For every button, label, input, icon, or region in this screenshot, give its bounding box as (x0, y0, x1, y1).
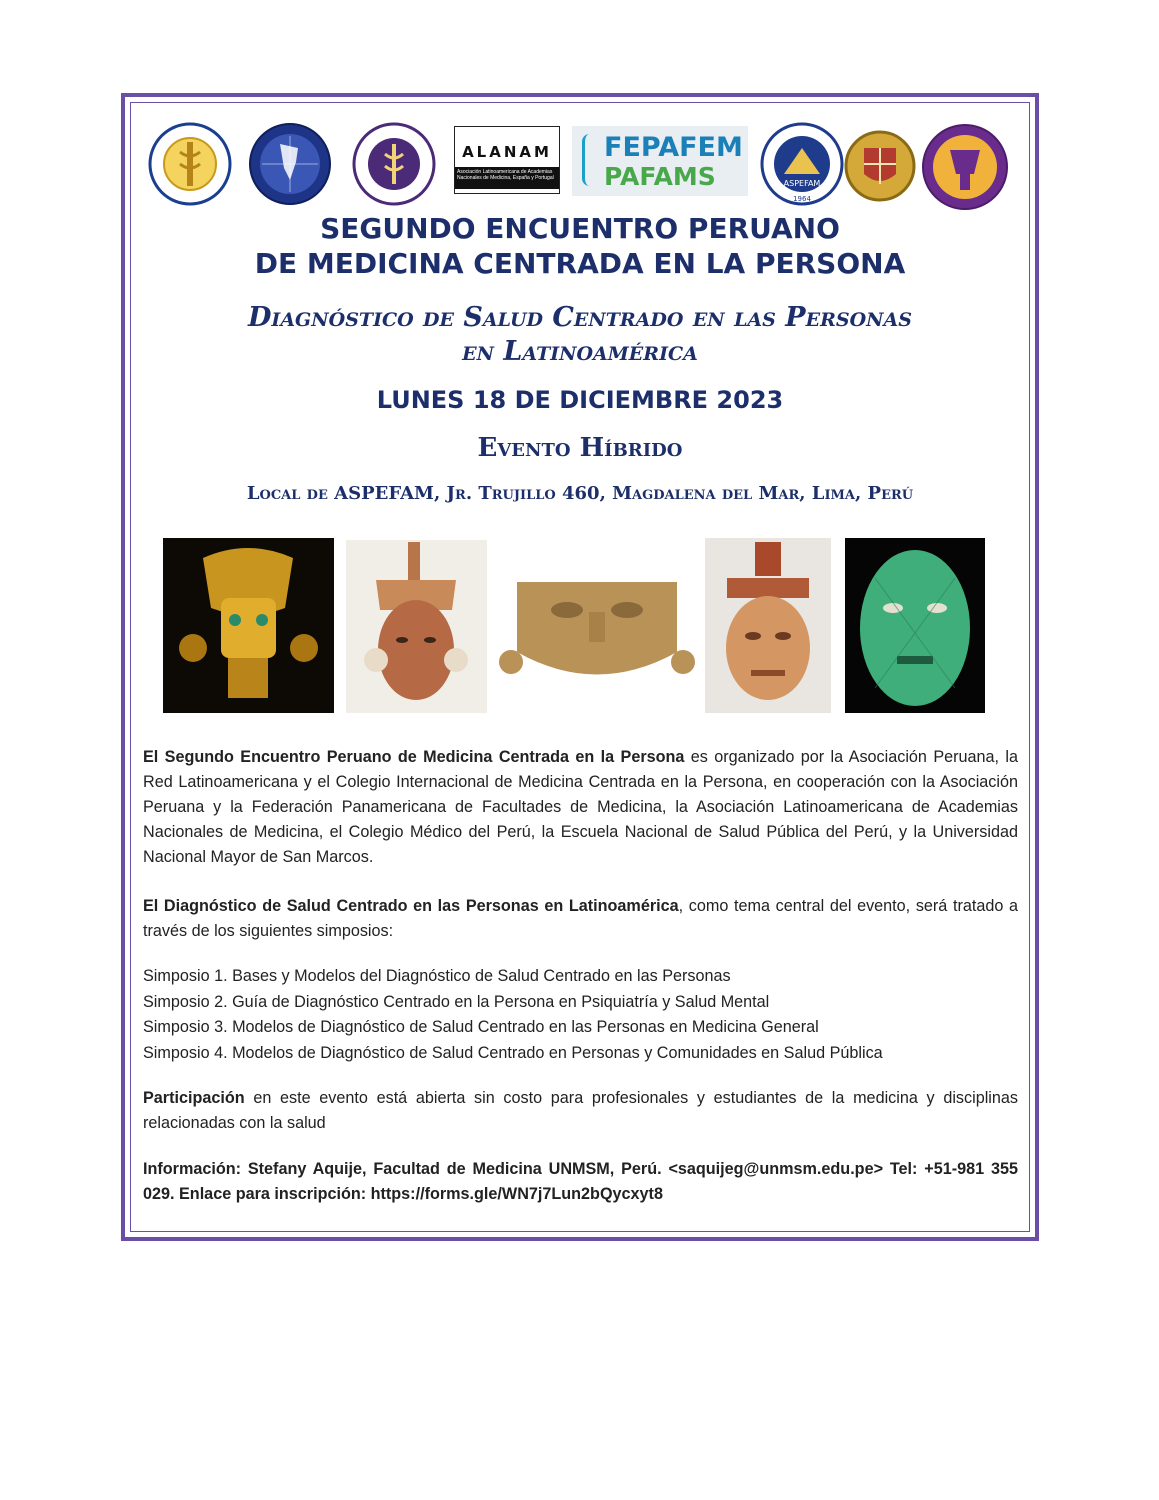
event-date: LUNES 18 DE DICIEMBRE 2023 (376, 386, 784, 414)
jade-mask-image (845, 538, 985, 713)
paragraph-diagnostico: El Diagnóstico de Salud Centrado en las Personas en Latinoamérica, como tema central del evento, será tratado a través de los siguientes simposios: (143, 897, 1018, 940)
aspefam-logo (760, 122, 844, 206)
red-latinoamericana-logo (248, 122, 332, 206)
list-item: Simposio 3. Modelos de Diagnóstico de Salud Centrado en las Personas en Medicina General (143, 1018, 819, 1036)
unmsm-crest-logo (844, 122, 916, 210)
svg-text:ASPEFAM: ASPEFAM (783, 179, 821, 188)
international-college-logo (352, 122, 436, 206)
event-type: Evento Híbrido (477, 433, 683, 463)
title-line-2: DE MEDICINA CENTRADA EN LA PERSONA (254, 247, 906, 280)
logos-row (148, 116, 1010, 212)
moche-head-image (705, 538, 831, 713)
symposia-list (143, 964, 1018, 1066)
title-line-1: SEGUNDO ENCUENTRO PERUANO (320, 212, 840, 245)
alanam-logo: ALANAM Asociación Latinoamericana de Academias Nacionales de Medicina, España y Portugal (454, 126, 560, 194)
list-item: Simposio 2. Guía de Diagnóstico Centrado en la Persona en Psiquiatría y Salud Mental (143, 992, 770, 1011)
list-item: Simposio 4. Modelos de Diagnóstico de Salud Centrado en Personas y Comunidades en Salud Pública (143, 1043, 883, 1062)
contact-information: Información: Stefany Aquije, Facultad de Medicina UNMSM, Perú. <saquijeg@unmsm.edu.pe> Tel: +51-981 355 029. Enlace para inscripción: https://forms.gle/WN7j7Lun2bQycxyt8 (143, 1160, 1018, 1203)
paragraph-organizers: El Segundo Encuentro Peruano de Medicina Centrada en la Persona es organizado por la Asociación Peruana, la Red Latinoamericana y el Colegio Internacional de Medicina Centrada en la Persona, en cooperación con la Asociación Peruana y la Federación Panamericana de Facultades de Medicina, la Asociación Latinoamericana de Academias Nacionales de Medicina, el Colegio Médico del Perú, la Escuela Nacional de Salud Pública del Perú, y la Universidad Nacional Mayor de San Marcos. (143, 748, 1019, 866)
gold-artifact-image (163, 538, 334, 713)
svg-text:1964: 1964 (793, 195, 811, 203)
fepafem-logo: FEPAFEM PAFAMS (572, 126, 748, 196)
subtitle-line-1: Diagnóstico de Salud Centrado en las Personas (248, 302, 912, 333)
paragraph-participacion: Participación en este evento está abierta sin costo para profesionales y estudiantes de la medicina y disciplinas relacionadas con la salud (143, 1089, 1018, 1132)
asociacion-peruana-logo (148, 122, 232, 206)
gold-mask-image (497, 572, 697, 697)
ceramic-portrait-image (346, 540, 487, 713)
list-item: Simposio 1. Bases y Modelos del Diagnóstico de Salud Centrado en las Personas (143, 967, 731, 985)
colegio-medico-logo (920, 122, 1010, 212)
event-location: Local de ASPEFAM, Jr. Trujillo 460, Magdalena del Mar, Lima, Perú (246, 483, 914, 504)
subtitle-line-2: en Latinoamérica (462, 336, 698, 367)
